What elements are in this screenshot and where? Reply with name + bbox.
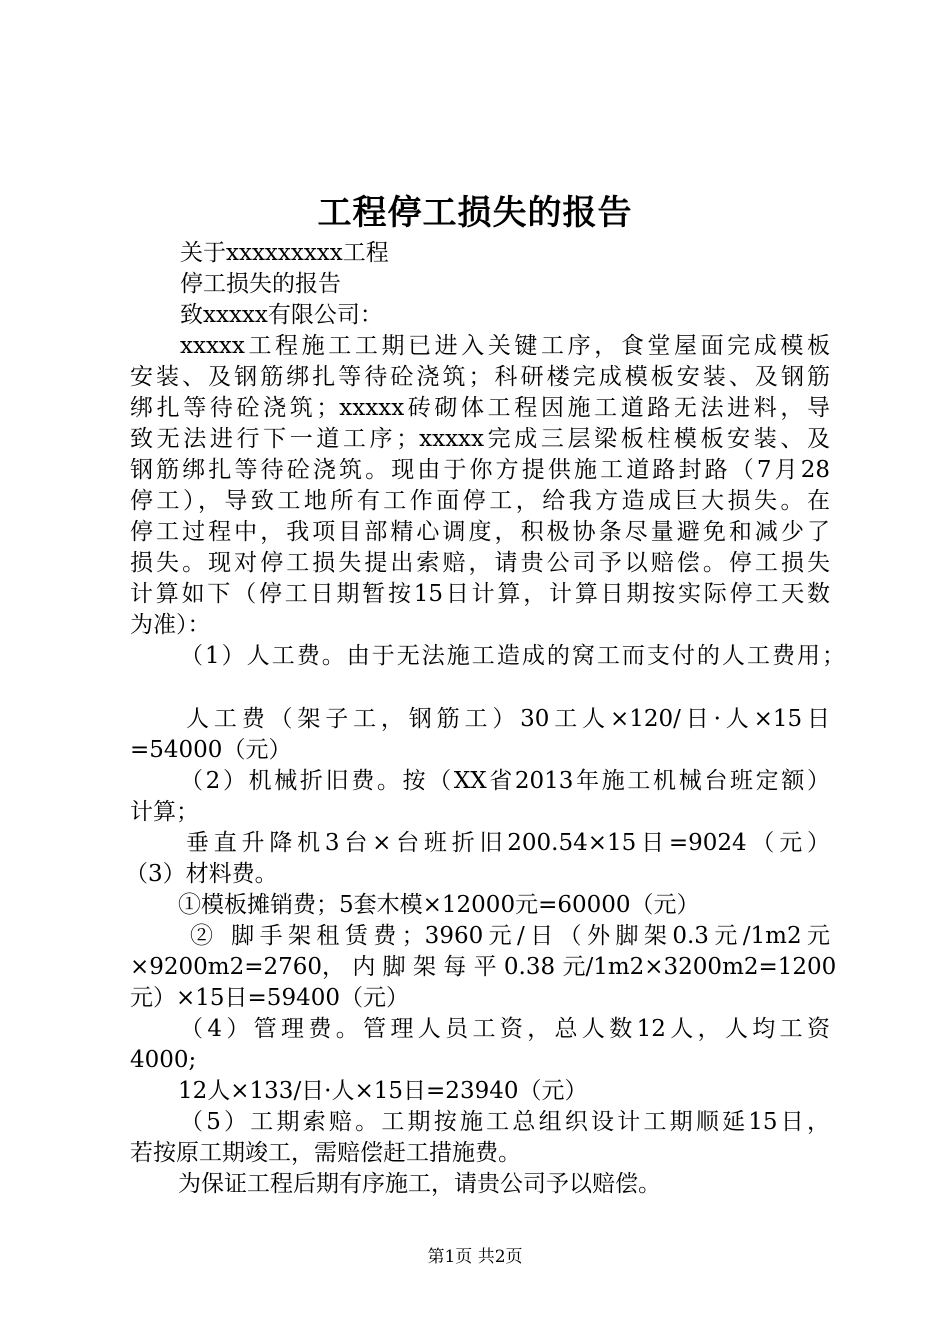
- item-material: （3）材料费。: [125, 861, 278, 887]
- paragraph-line: 钢筋绑扎等待砼浇筑。现由于你方提供施工道路封路（7月28: [130, 457, 830, 483]
- paragraph-line: 绑扎等待砼浇筑；xxxxx砖砌体工程因施工道路无法进料，导: [130, 395, 830, 421]
- paragraph-line: 致无法进行下一道工序；xxxxx完成三层梁板柱模板安装、及: [130, 426, 830, 452]
- salutation: 致xxxxx有限公司：: [180, 302, 383, 328]
- paragraph-line: 为准）：: [130, 612, 211, 638]
- page-footer: 第1页 共2页: [427, 1247, 523, 1267]
- item-material-scaffold: ② 脚手架租赁费；3960元/日（外脚架0.3元/1m2元: [190, 923, 830, 949]
- document-title: 工程停工损失的报告: [317, 193, 633, 233]
- item-machinery-calc: 垂直升降机3台×台班折旧200.54×15日=9024（元）: [186, 830, 830, 856]
- item-labor: （1）人工费。由于无法施工造成的窝工而支付的人工费用；: [180, 643, 845, 669]
- paragraph-line: xxxxx工程施工工期已进入关键工序，食堂屋面完成模板: [180, 333, 830, 359]
- item-material-scaffold: 元）×15日=59400（元）: [130, 985, 409, 1011]
- item-labor-calc: 人工费（架子工，钢筋工）30工人×120/日·人×15日: [186, 706, 830, 732]
- subject-line-2: 停工损失的报告: [180, 271, 341, 297]
- item-material-formwork: ①模板摊销费；5套木模×12000元=60000（元）: [178, 892, 700, 918]
- item-schedule: 若按原工期竣工，需赔偿赶工措施费。: [130, 1140, 521, 1166]
- paragraph-line: 停工），导致工地所有工作面停工，给我方造成巨大损失。在: [130, 488, 830, 514]
- item-management-calc: 12人×133/日·人×15日=23940（元）: [178, 1078, 588, 1104]
- item-machinery: （2）机械折旧费。按（XX省2013年施工机械台班定额）: [180, 768, 830, 794]
- subject-line-1: 关于xxxxxxxxx工程: [180, 240, 389, 266]
- paragraph-line: 计算如下（停工日期暂按15日计算，计算日期按实际停工天数: [130, 581, 830, 607]
- paragraph-line: 损失。现对停工损失提出索赔，请贵公司予以赔偿。停工损失: [130, 550, 830, 576]
- closing-line: 为保证工程后期有序施工，请贵公司予以赔偿。: [178, 1171, 661, 1197]
- item-management: （4）管理费。管理人员工资，总人数12人，人均工资: [180, 1016, 830, 1042]
- item-management: 4000;: [130, 1047, 197, 1073]
- item-material-scaffold: ×9200m2=2760， 内 脚 架 每 平 0.38 元/1m2×3200m2=1200: [130, 954, 837, 980]
- item-schedule: （5）工期索赔。工期按施工总组织设计工期顺延15日，: [180, 1109, 830, 1135]
- item-labor-calc: =54000（元）: [130, 737, 292, 763]
- item-machinery: 计算；: [130, 799, 199, 825]
- paragraph-line: 停工过程中，我项目部精心调度，积极协条尽量避免和减少了: [130, 519, 830, 545]
- paragraph-line: 安装、及钢筋绑扎等待砼浇筑；科研楼完成模板安装、及钢筋: [130, 364, 830, 390]
